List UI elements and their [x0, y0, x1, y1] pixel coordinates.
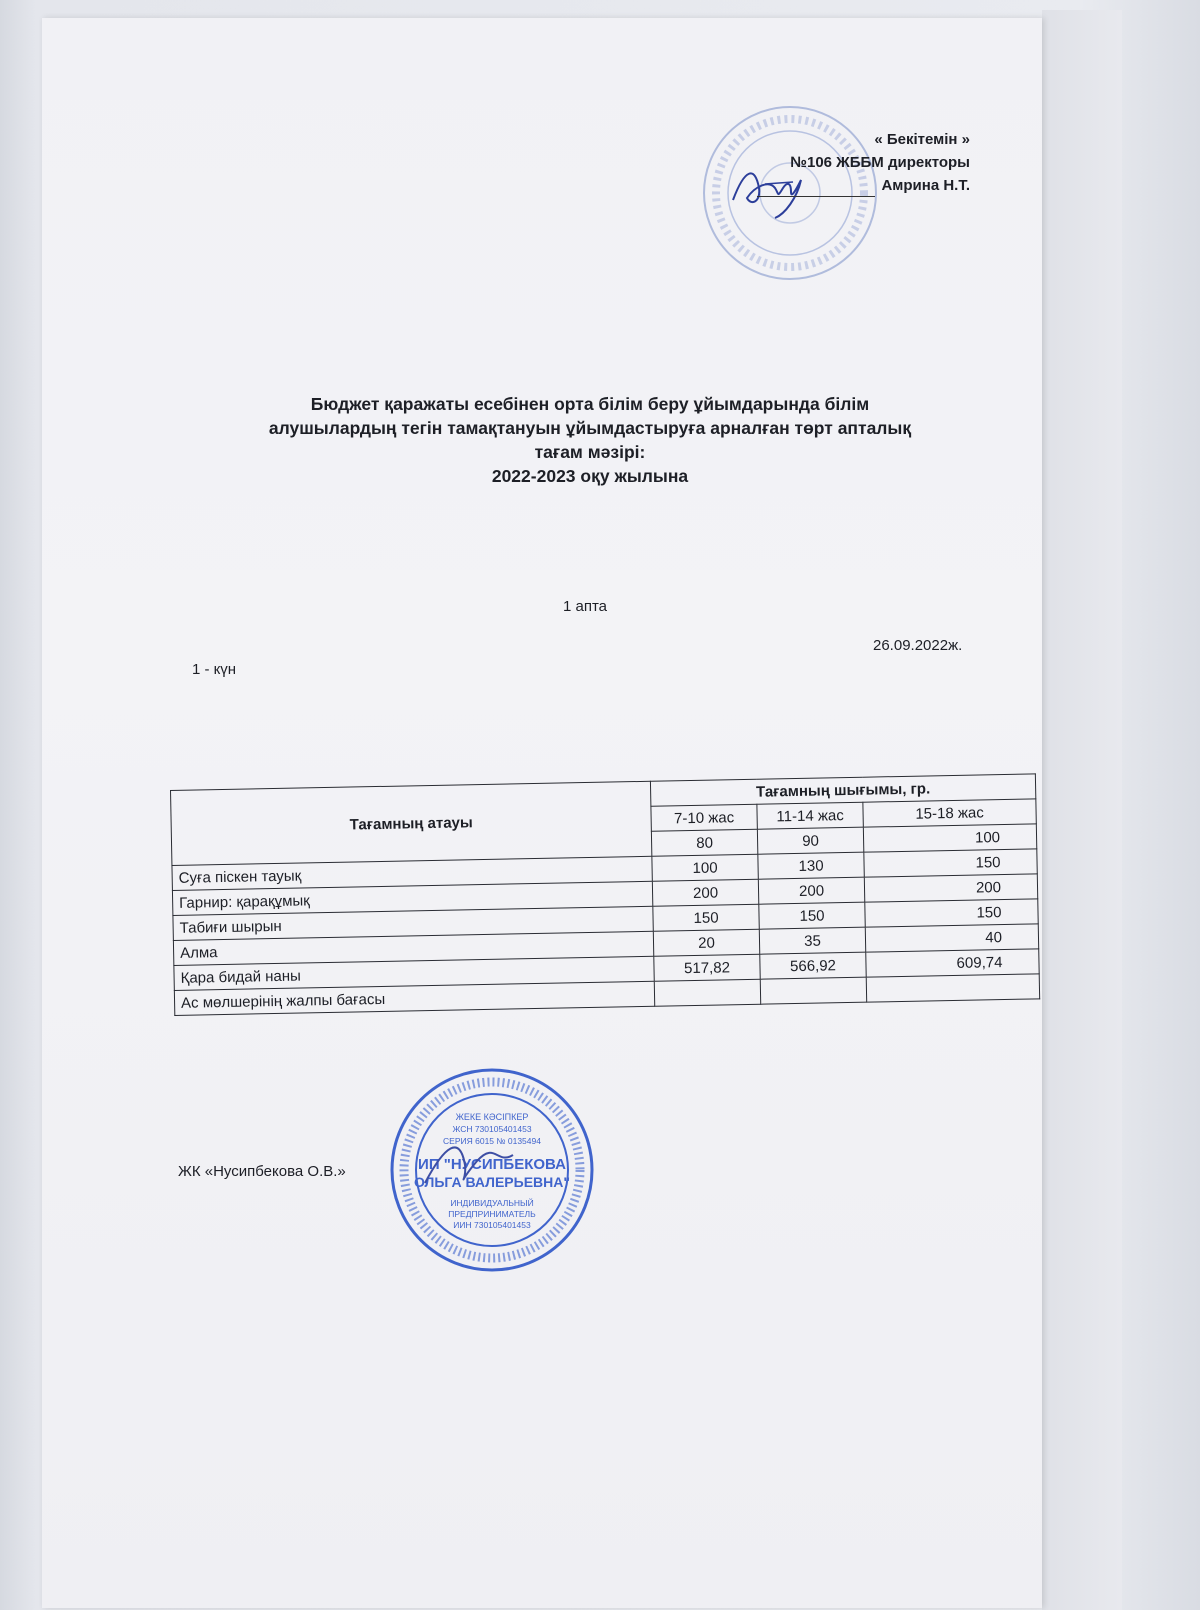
cell-value: 80: [651, 829, 757, 856]
cell-value: 150: [864, 849, 1037, 877]
dish-name: Қара бидай наны: [174, 956, 654, 990]
empty-cell: [760, 977, 866, 1004]
cell-value: 150: [653, 904, 759, 931]
cell-value: 150: [865, 899, 1038, 927]
week-label: 1 апта: [562, 598, 608, 615]
approval-signature-line: [757, 174, 970, 197]
approval-position: №106 ЖББМ директоры: [790, 154, 970, 171]
empty-cell: [866, 974, 1039, 1002]
approval-director-name: Амрина Н.Т.: [881, 177, 970, 194]
title-line-2: алушылардың тегін тамақтануын ұйымдастыруға арналған төрт апталық: [268, 418, 912, 438]
day-label: 1 - күн: [192, 661, 237, 678]
menu-table: [170, 773, 1040, 1016]
signature-line: [757, 180, 875, 197]
age-group-3: 15-18 жас: [863, 799, 1036, 827]
total-value: 517,82: [654, 954, 760, 981]
approval-block: [757, 128, 970, 197]
age-group-2: 11-14 жас: [757, 802, 863, 829]
age-group-1: 7-10 жас: [651, 804, 757, 831]
title-line-1: Бюджет қаражаты есебінен орта білім беру ұйымдарында білім: [310, 394, 870, 414]
title-line-4: 2022-2023 оқу жылына: [491, 466, 689, 486]
cell-value: 200: [652, 879, 758, 906]
cell-value: 130: [758, 852, 864, 879]
cell-value: 200: [758, 877, 864, 904]
cell-value: 40: [865, 924, 1038, 952]
total-value: 566,92: [760, 952, 866, 979]
approval-heading: « Бекітемін »: [874, 131, 970, 148]
stamp-line-8: ИИН 730105401453: [453, 1220, 531, 1230]
stamp-line-7: ПРЕДПРИНИМАТЕЛЬ: [448, 1209, 536, 1219]
cell-value: 100: [652, 854, 758, 881]
document-title: [180, 392, 1000, 488]
stamp-line-1: ЖЕКЕ КӘСІПКЕР: [455, 1112, 529, 1122]
total-value: 609,74: [866, 949, 1039, 977]
cell-value: 100: [863, 824, 1036, 852]
stamp-line-6: ИНДИВИДУАЛЬНЫЙ: [450, 1198, 534, 1208]
stamp-line-2: ЖСН 730105401453: [452, 1124, 532, 1134]
dish-name: Суға піскен тауық: [172, 856, 652, 890]
dish-name: Алма: [173, 931, 653, 965]
document-date: 26.09.2022ж.: [873, 637, 963, 654]
cell-value: 150: [759, 902, 865, 929]
background-sheet: [1042, 10, 1122, 1610]
dish-name: Табиғи шырын: [173, 906, 653, 940]
stamp-line-3: СЕРИЯ 6015 № 0135494: [443, 1136, 541, 1146]
dish-name: Гарнир: қарақұмық: [172, 881, 652, 915]
cell-value: 90: [757, 827, 863, 854]
provider-name: ЖК «Нусипбекова О.В.»: [178, 1163, 346, 1180]
empty-cell: [654, 979, 760, 1006]
cell-value: 35: [759, 927, 865, 954]
stamp-line-5: ОЛЬГА ВАЛЕРЬЕВНА": [413, 1174, 571, 1190]
total-label: Ас мөлшерінің жалпы бағасы: [174, 981, 654, 1015]
provider-stamp: [385, 1065, 600, 1275]
title-line-3: тағам мәзірі:: [534, 442, 646, 462]
cell-value: 200: [864, 874, 1037, 902]
header-dish-name: Тағамның атауы: [171, 781, 652, 865]
cell-value: 20: [653, 929, 759, 956]
stamp-line-4: ИП "НУСИПБЕКОВА: [418, 1156, 566, 1173]
header-yield: Тағамның шығымы, гр.: [650, 774, 1035, 806]
